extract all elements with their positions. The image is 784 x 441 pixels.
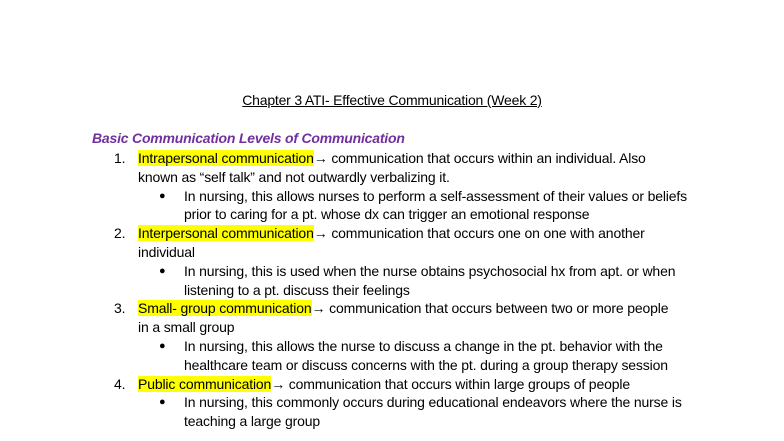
- item-definition: communication that occurs between two or more people in a small group: [138, 300, 669, 336]
- highlighted-term: Interpersonal communication: [138, 225, 314, 242]
- highlighted-term: Small- group communication: [138, 300, 312, 317]
- page-title: Chapter 3 ATI- Effective Communication (Week 2): [242, 92, 542, 108]
- bullet-text: In nursing, this allows the nurse to discuss a change in the pt. behavior with the healthcare team or discuss concerns with the pt. during a group therapy session: [184, 337, 668, 373]
- list-item-interpersonal: [0, 224, 678, 262]
- list-number: 1.: [114, 150, 126, 166]
- list-item-public: [0, 375, 678, 394]
- item-definition: communication that occurs within an individual. Also known as “self talk” and not outwardly verbalizing it.: [138, 150, 646, 185]
- bullet-text: In nursing, this commonly occurs during educational endeavors where the nurse is teaching a large group: [184, 394, 682, 430]
- item-definition: communication that occurs one on one with another individual: [138, 225, 645, 260]
- bullet-text: In nursing, this allows nurses to perform a self-assessment of their values or beliefs prior to caring for a pt. whose dx can trigger an emotional response: [184, 187, 687, 223]
- sub-bullet: [0, 262, 694, 300]
- arrow-icon: →: [313, 225, 328, 242]
- list-number: 3.: [114, 300, 126, 317]
- list-number: 2.: [114, 225, 126, 242]
- arrow-icon: →: [311, 300, 326, 317]
- highlighted-term: Intrapersonal communication: [138, 150, 314, 166]
- list-item-intrapersonal: [0, 149, 678, 187]
- list-number: 4.: [114, 375, 126, 392]
- list-item-small-group: [0, 299, 678, 337]
- bullet-icon: ●: [159, 189, 166, 202]
- highlighted-term: Public communication: [138, 375, 272, 392]
- arrow-icon: →: [271, 375, 286, 392]
- sub-bullet: [0, 337, 694, 375]
- numbered-list: [0, 149, 784, 431]
- item-definition: communication that occurs within large groups of people: [285, 375, 630, 392]
- bullet-icon: ●: [159, 396, 166, 409]
- bullet-text: In nursing, this is used when the nurse obtains psychosocial hx from apt. or when listening to a pt. discuss their feelings: [184, 262, 676, 298]
- sub-bullet: [0, 393, 694, 431]
- sub-bullet: [0, 187, 694, 225]
- bullet-icon: ●: [159, 264, 166, 277]
- arrow-icon: →: [313, 150, 328, 166]
- section-heading: Basic Communication Levels of Communication: [92, 130, 405, 146]
- bullet-icon: ●: [159, 339, 166, 352]
